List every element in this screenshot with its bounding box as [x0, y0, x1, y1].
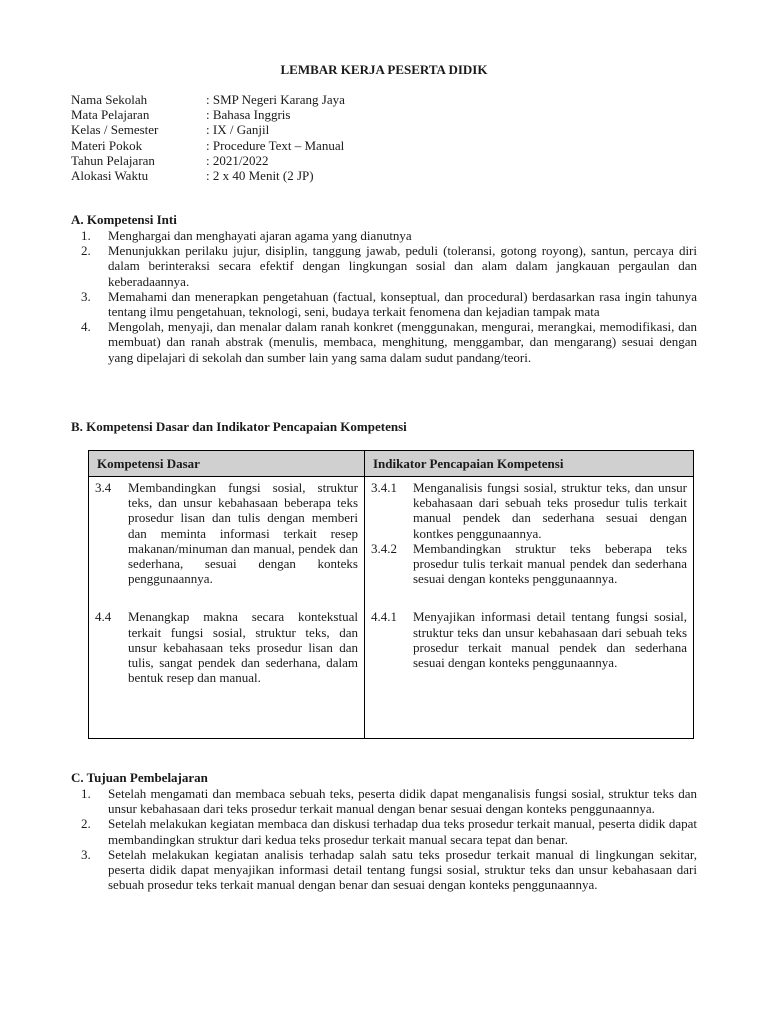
- identity-row: [71, 168, 345, 183]
- list-item: [81, 786, 697, 816]
- column-header: Indikator Pencapaian Kompetensi: [365, 451, 694, 477]
- ipk-entry: [371, 480, 687, 541]
- list-number: 3.: [81, 846, 91, 862]
- section-b-heading: B. Kompetensi Dasar dan Indikator Pencapaian Kompetensi: [71, 419, 407, 434]
- column-header: Kompetensi Dasar: [89, 451, 365, 477]
- identity-row: [71, 107, 345, 122]
- list-number: 2.: [81, 816, 91, 832]
- kd-text: Membandingkan fungsi sosial, struktur teks, dan unsur kebahasaan beberapa teks prosedur lisan dan tulis dengan memberi dan meminta informasi terkait resep makanan/minuman dan manual, pendek dan sederhana, sesuai dengan konteks penggunaannya.: [128, 480, 358, 587]
- list-item: [81, 319, 697, 365]
- list-number: 1.: [81, 228, 91, 243]
- list-text: Setelah melakukan kegiatan membaca dan diskusi terhadap dua teks prosedur terkait manual, peserta didik dapat membandingkan struktur dari kedua teks prosedur terkait manual secara tepat dan benar.: [108, 816, 697, 847]
- ipk-code: 4.4.1: [371, 609, 397, 625]
- identity-value: : 2021/2022: [206, 152, 269, 168]
- identity-label: Kelas / Semester: [71, 122, 159, 138]
- kd-code: 3.4: [95, 480, 112, 495]
- ipk-entry: [371, 609, 687, 670]
- ipk-code: 3.4.1: [371, 480, 397, 495]
- kd-entry: [95, 609, 358, 685]
- spacer: [95, 586, 358, 609]
- identity-label: Materi Pokok: [71, 137, 143, 153]
- identity-value: : 2 x 40 Menit (2 JP): [206, 168, 314, 184]
- identity-row: [71, 138, 345, 153]
- ipk-entry: [371, 541, 687, 587]
- kd-entry: [95, 480, 358, 586]
- list-item: [81, 816, 697, 846]
- ipk-code: 3.4.2: [371, 540, 397, 556]
- list-item: [81, 243, 697, 289]
- list-item: [81, 847, 697, 893]
- identity-value: : SMP Negeri Karang Jaya: [206, 92, 345, 107]
- competency-table: [88, 450, 694, 739]
- list-item: [81, 289, 697, 319]
- list-text: Menghargai dan menghayati ajaran agama yang dianutnya: [108, 228, 412, 243]
- kd-code: 4.4: [95, 609, 112, 625]
- list-text: Setelah mengamati dan membaca sebuah teks, peserta didik dapat menganalisis fungsi sosial, struktur teks dan unsur kebahasaan dari teks prosedur terkait manual dengan benar sesuai dengan konteks penggunaannya.: [108, 786, 697, 817]
- list-number: 4.: [81, 319, 91, 335]
- identity-table: [71, 92, 345, 183]
- identity-value: : IX / Ganjil: [206, 122, 270, 138]
- identity-label: Tahun Pelajaran: [71, 152, 155, 168]
- list-item: [81, 228, 697, 243]
- section-c-heading: C. Tujuan Pembelajaran: [71, 770, 208, 785]
- ipk-text: Menyajikan informasi detail tentang fungsi sosial, struktur teks dan unsur kebahasaan dari sebuah teks prosedur terkait manual pendek dan sederhana sesuai dengan konteks penggunaannya.: [413, 609, 687, 671]
- kd-cell: [89, 477, 365, 739]
- section-a-heading: A. Kompetensi Inti: [71, 212, 177, 227]
- identity-value: : Procedure Text – Manual: [206, 137, 345, 153]
- ipk-text: Menganalisis fungsi sosial, struktur teks, dan unsur kebahasaan dari sebuah teks prosedur tulis terkait manual pendek dan sederhana sesuai dengan kontkes penggunaannya.: [413, 480, 687, 541]
- spacer: [371, 586, 687, 609]
- list-number: 3.: [81, 288, 91, 304]
- kd-text: Menangkap makna secara kontekstual terkait fungsi sosial, struktur teks, dan unsur kebahasaan teks prosedur lisan dan tulis, sangat pendek dan sederhana, dalam bentuk resep dan manual.: [128, 609, 358, 686]
- table-row: [89, 477, 694, 739]
- list-number: 1.: [81, 786, 91, 801]
- list-text: Menunjukkan perilaku jujur, disiplin, tanggung jawab, peduli (toleransi, gotong royong), santun, percaya diri dalam berinteraksi secara efektif dengan lingkungan sosial dan alam dalam jangkauan pergaulan dan keberadaannya.: [108, 243, 697, 289]
- identity-row: [71, 122, 345, 137]
- list-text: Setelah melakukan kegiatan analisis terhadap salah satu teks prosedur terkait manual di lingkungan sekitar, peserta didik dapat menyajikan informasi detail tentang fungsi sosial, struktur teks dan unsur kebahasaan dari sebuah prosedur teks terkait manual dengan benar dan sesuai dengan konteks penggunaannya.: [108, 846, 697, 893]
- identity-label: Nama Sekolah: [71, 92, 148, 107]
- identity-row: [71, 153, 345, 168]
- section-a-list: [81, 228, 697, 365]
- list-text: Mengolah, menyaji, dan menalar dalam ranah konkret (menggunakan, mengurai, merangkai, memodifikasi, dan membuat) dan ranah abstrak (menulis, membaca, menghitung, menggambar, dan mengarang) sesuai dengan yang dipelajari di sekolah dan sumber lain yang sama dalam sudut pandang/teori.: [108, 319, 697, 365]
- document-title: LEMBAR KERJA PESERTA DIDIK: [280, 62, 488, 77]
- list-number: 2.: [81, 243, 91, 259]
- identity-row: [71, 92, 345, 107]
- table-header-row: [89, 451, 694, 477]
- list-text: Memahami dan menerapkan pengetahuan (factual, konseptual, dan procedural) berdasarkan rasa ingin tahunya tentang ilmu pengetahuan, teknologi, seni, budaya terkait fenomena dan kejadian tampak mata: [108, 288, 697, 320]
- ipk-text: Membandingkan struktur teks beberapa teks prosedur tulis terkait manual pendek dan sederhana sesuai dengan konteks penggunaannya.: [413, 540, 687, 587]
- identity-label: Mata Pelajaran: [71, 107, 150, 123]
- section-c-list: [81, 786, 697, 892]
- identity-label: Alokasi Waktu: [71, 168, 149, 184]
- ipk-cell: [365, 477, 694, 739]
- identity-value: : Bahasa Inggris: [206, 107, 291, 123]
